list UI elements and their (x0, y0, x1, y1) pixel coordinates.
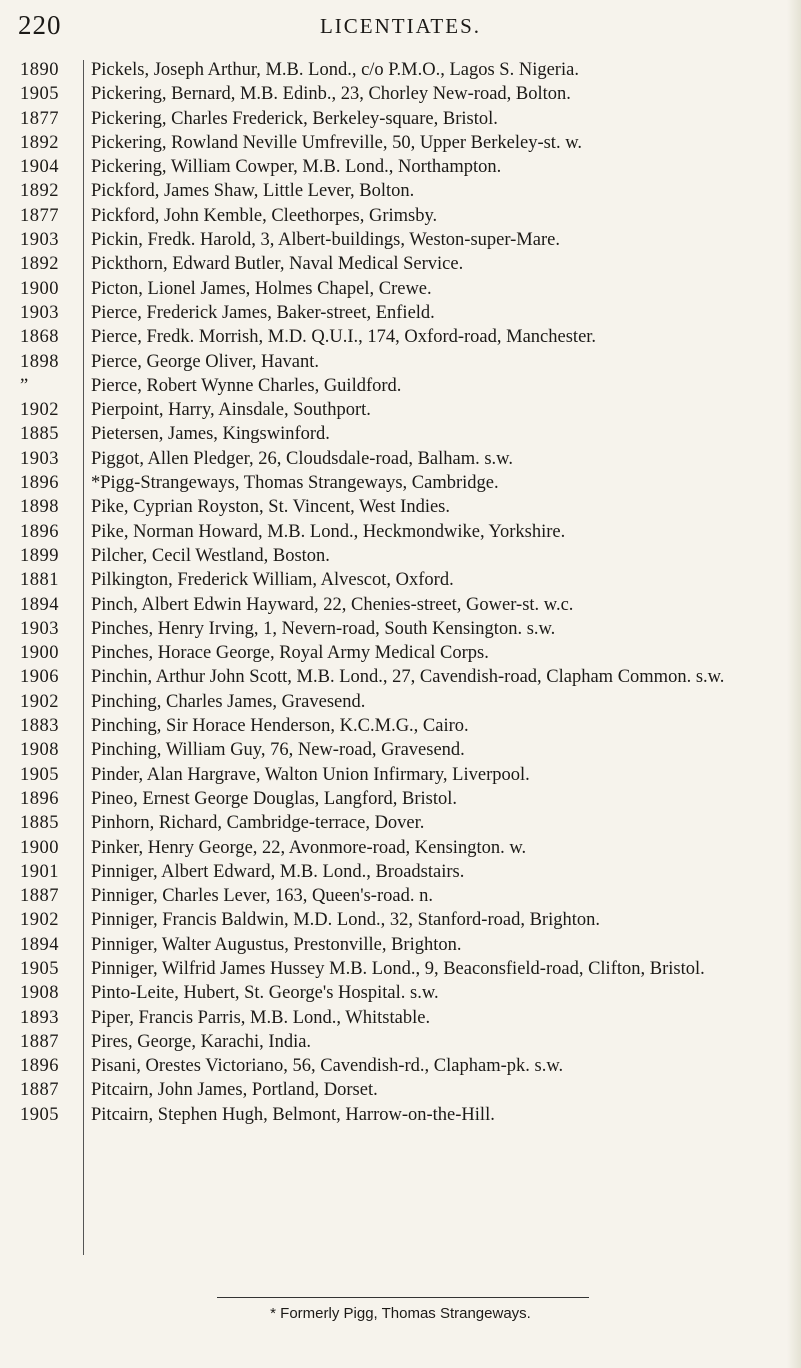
footnote: * Formerly Pigg, Thomas Strangeways. (270, 1305, 531, 1322)
entry-year: 1877 (20, 205, 59, 226)
entry-year: 1896 (20, 1056, 59, 1077)
list-item (0, 204, 801, 228)
list-item (0, 58, 801, 82)
entry-text: Pitcairn, John James, Portland, Dorset. (91, 1080, 378, 1101)
entry-text: Pinniger, Francis Baldwin, M.D. Lond., 32, Stanford-road, Brighton. (91, 910, 600, 931)
entry-year: 1883 (20, 716, 59, 737)
entry-year: 1904 (20, 157, 59, 178)
entry-text: Pike, Norman Howard, M.B. Lond., Heckmondwike, Yorkshire. (91, 521, 566, 542)
list-item (0, 933, 801, 957)
entry-year: 1905 (20, 958, 59, 979)
list-item (0, 131, 801, 155)
list-item (0, 981, 801, 1005)
list-item (0, 1078, 801, 1102)
list-item (0, 301, 801, 325)
list-item (0, 593, 801, 617)
entry-year: 1894 (20, 594, 59, 615)
list-item (0, 471, 801, 495)
list-item (0, 908, 801, 932)
list-item (0, 520, 801, 544)
entry-text: Pike, Cyprian Royston, St. Vincent, West Indies. (91, 497, 450, 518)
list-item (0, 252, 801, 276)
entry-year: 1900 (20, 278, 59, 299)
entry-year: 1893 (20, 1007, 59, 1028)
list-item (0, 447, 801, 471)
list-item (0, 738, 801, 762)
entry-year: 1887 (20, 1031, 59, 1052)
entry-year: 1906 (20, 667, 59, 688)
list-item (0, 568, 801, 592)
list-item (0, 690, 801, 714)
list-item (0, 714, 801, 738)
entry-text: Pinniger, Charles Lever, 163, Queen's-road. n. (91, 886, 433, 907)
list-item (0, 884, 801, 908)
page-edge (787, 0, 801, 1368)
entry-year: 1908 (20, 983, 59, 1004)
list-item (0, 228, 801, 252)
entry-year: 1898 (20, 351, 59, 372)
entry-year: 1885 (20, 813, 59, 834)
entry-year: 1896 (20, 788, 59, 809)
entry-year: 1877 (20, 108, 59, 129)
page-number: 220 (18, 10, 62, 40)
entry-text: Pinchin, Arthur John Scott, M.B. Lond., 27, Cavendish-road, Clapham Common. s.w. (91, 667, 725, 688)
list-item (0, 860, 801, 884)
entry-year: 1903 (20, 448, 59, 469)
entry-year: 1894 (20, 934, 59, 955)
list-item (0, 155, 801, 179)
entry-text: Pinhorn, Richard, Cambridge-terrace, Dover. (91, 813, 425, 834)
entry-year: 1899 (20, 545, 59, 566)
entry-text: Pinniger, Walter Augustus, Prestonville, Brighton. (91, 934, 462, 955)
entry-year: ” (20, 375, 29, 396)
entry-text: Pierpoint, Harry, Ainsdale, Southport. (91, 400, 371, 421)
entry-text: Pickels, Joseph Arthur, M.B. Lond., c/o P.M.O., Lagos S. Nigeria. (91, 60, 579, 80)
licentiates-list (0, 58, 801, 1127)
entry-year: 1900 (20, 643, 59, 664)
list-item (0, 179, 801, 203)
list-item (0, 277, 801, 301)
list-item (0, 422, 801, 446)
list-item (0, 665, 801, 689)
list-item (0, 957, 801, 981)
list-item (0, 617, 801, 641)
entry-year: 1896 (20, 521, 59, 542)
entry-text: Pickering, Rowland Neville Umfreville, 50, Upper Berkeley-st. w. (91, 132, 582, 153)
entry-year: 1896 (20, 473, 59, 494)
entry-text: Piper, Francis Parris, M.B. Lond., Whitstable. (91, 1007, 431, 1028)
entry-year: 1890 (20, 60, 59, 80)
entry-text: Pilcher, Cecil Westland, Boston. (91, 545, 330, 566)
entry-year: 1903 (20, 618, 59, 639)
entry-text: Pinniger, Wilfrid James Hussey M.B. Lond., 9, Beaconsfield-road, Clifton, Bristol. (91, 958, 705, 979)
entry-text: Pickford, James Shaw, Little Lever, Bolton. (91, 181, 415, 202)
footnote-rule (217, 1297, 589, 1298)
page-header (0, 10, 801, 40)
entry-year: 1903 (20, 230, 59, 251)
entry-year: 1892 (20, 181, 59, 202)
entry-text: Pinching, Charles James, Gravesend. (91, 691, 366, 712)
entry-year: 1887 (20, 1080, 59, 1101)
list-item (0, 1006, 801, 1030)
entry-text: Pickering, Charles Frederick, Berkeley-square, Bristol. (91, 108, 498, 129)
list-item (0, 811, 801, 835)
entry-year: 1905 (20, 764, 59, 785)
entry-year: 1902 (20, 400, 59, 421)
entry-year: 1885 (20, 424, 59, 445)
entry-text: Pitcairn, Stephen Hugh, Belmont, Harrow-on-the-Hill. (91, 1104, 495, 1125)
entry-text: Pisani, Orestes Victoriano, 56, Cavendish-rd., Clapham-pk. s.w. (91, 1056, 564, 1077)
entry-text: Pickin, Fredk. Harold, 3, Albert-buildings, Weston-super-Mare. (91, 230, 560, 251)
entry-year: 1902 (20, 691, 59, 712)
entry-year: 1900 (20, 837, 59, 858)
list-item (0, 1030, 801, 1054)
entry-year: 1881 (20, 570, 59, 591)
list-item (0, 641, 801, 665)
entry-year: 1892 (20, 132, 59, 153)
list-item (0, 763, 801, 787)
list-item (0, 374, 801, 398)
list-item (0, 107, 801, 131)
entry-year: 1901 (20, 861, 59, 882)
list-item (0, 82, 801, 106)
entry-year: 1898 (20, 497, 59, 518)
entry-text: Pinniger, Albert Edward, M.B. Lond., Broadstairs. (91, 861, 465, 882)
list-item (0, 544, 801, 568)
entry-text: Pierce, George Oliver, Havant. (91, 351, 320, 372)
list-item (0, 495, 801, 519)
entry-text: Pineo, Ernest George Douglas, Langford, Bristol. (91, 788, 457, 809)
entry-text: Pickford, John Kemble, Cleethorpes, Grimsby. (91, 205, 438, 226)
entry-year: 1902 (20, 910, 59, 931)
entry-text: Pinching, William Guy, 76, New-road, Gravesend. (91, 740, 465, 761)
entry-text: Piggot, Allen Pledger, 26, Cloudsdale-road, Balham. s.w. (91, 448, 513, 469)
entry-year: 1905 (20, 84, 59, 105)
entry-year: 1905 (20, 1104, 59, 1125)
entry-text: Pinder, Alan Hargrave, Walton Union Infirmary, Liverpool. (91, 764, 530, 785)
entry-text: Pietersen, James, Kingswinford. (91, 424, 330, 445)
entry-text: Pierce, Fredk. Morrish, M.D. Q.U.I., 174, Oxford-road, Manchester. (91, 327, 597, 348)
entry-text: Pinching, Sir Horace Henderson, K.C.M.G., Cairo. (91, 716, 469, 737)
entry-year: 1892 (20, 254, 59, 275)
entry-text: Pickering, Bernard, M.B. Edinb., 23, Chorley New-road, Bolton. (91, 84, 571, 105)
list-item (0, 350, 801, 374)
entry-text: Pinch, Albert Edwin Hayward, 22, Chenies-street, Gower-st. w.c. (91, 594, 574, 615)
list-item (0, 787, 801, 811)
entry-text: Pinto-Leite, Hubert, St. George's Hospital. s.w. (91, 983, 439, 1004)
entry-text: Pinker, Henry George, 22, Avonmore-road, Kensington. w. (91, 837, 527, 858)
entry-text: Pickering, William Cowper, M.B. Lond., Northampton. (91, 157, 502, 178)
list-item (0, 325, 801, 349)
list-item (0, 836, 801, 860)
entry-year: 1908 (20, 740, 59, 761)
entry-text: Pires, George, Karachi, India. (91, 1031, 312, 1052)
entry-text: Pinches, Henry Irving, 1, Nevern-road, South Kensington. s.w. (91, 618, 556, 639)
list-item (0, 1103, 801, 1127)
entry-text: Pierce, Frederick James, Baker-street, Enfield. (91, 302, 435, 323)
entry-year: 1903 (20, 302, 59, 323)
entry-text: Pierce, Robert Wynne Charles, Guildford. (91, 375, 402, 396)
entry-text: Picton, Lionel James, Holmes Chapel, Crewe. (91, 278, 432, 299)
entry-text: Pickthorn, Edward Butler, Naval Medical Service. (91, 254, 464, 275)
entry-text: Pilkington, Frederick William, Alvescot, Oxford. (91, 570, 454, 591)
entry-year: 1887 (20, 886, 59, 907)
list-item (0, 398, 801, 422)
entry-text: *Pigg-Strangeways, Thomas Strangeways, Cambridge. (91, 473, 499, 494)
entry-year: 1868 (20, 327, 59, 348)
entry-text: Pinches, Horace George, Royal Army Medical Corps. (91, 643, 489, 664)
list-item (0, 1054, 801, 1078)
running-head: LICENTIATES. (319, 14, 482, 38)
